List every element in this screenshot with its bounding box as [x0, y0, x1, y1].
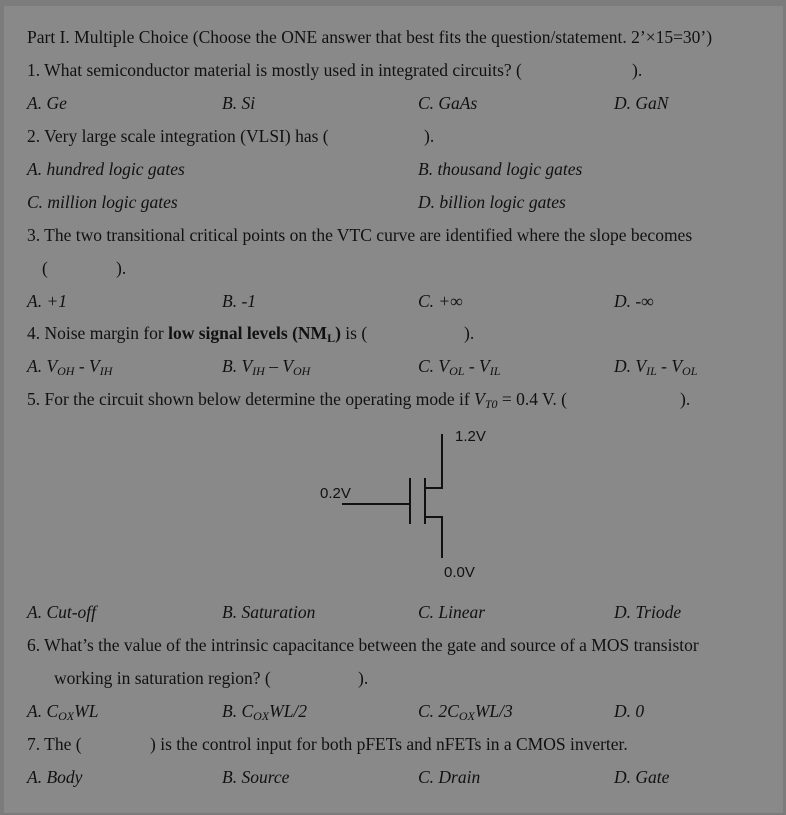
q5-option-a[interactable]: A. Cut-off [27, 602, 97, 622]
q3-option-a[interactable]: A. +1 [27, 291, 67, 311]
source-voltage-label: 0.0V [444, 564, 475, 581]
q4-stem-pre: 4. Noise margin for [27, 323, 169, 343]
q4d-text: D. V [614, 356, 647, 376]
q1-stem: 1. What semiconductor material is mostly used in integrated circuits? ( [27, 60, 522, 80]
section-header: Part I. Multiple Choice (Choose the ONE answer that best fits the question/statement. 2’×15=30’) [27, 27, 713, 47]
q4-close: ). [464, 323, 475, 343]
q4b-text: B. V [222, 356, 253, 376]
q2-option-c[interactable]: C. million logic gates [27, 192, 178, 212]
q7-stem-post: ) is the control input for both pFETs and nFETs in a CMOS inverter. [150, 734, 628, 754]
nmos-circuit-diagram [4, 6, 783, 813]
q6-option-b[interactable] [222, 700, 307, 727]
source-wire [425, 517, 442, 558]
q6c-text: C. 2C [418, 701, 459, 721]
q1-option-c[interactable]: C. GaAs [418, 93, 478, 113]
q5-stem-post: = 0.4 V. ( [497, 389, 568, 409]
q4c-mid: - V [464, 356, 490, 376]
q6-option-d[interactable] [614, 700, 644, 722]
q6b-text: B. C [222, 701, 254, 721]
q4c-sub1: OL [449, 364, 465, 378]
q7-option-a[interactable]: A. Body [27, 767, 83, 787]
q6-close: ). [358, 668, 369, 688]
q3-option-d[interactable]: D. -∞ [614, 291, 654, 311]
q3-option-c[interactable]: C. +∞ [418, 291, 463, 311]
q2-option-a[interactable]: A. hundred logic gates [27, 159, 185, 179]
q2-option-b[interactable]: B. thousand logic gates [418, 159, 583, 179]
q3-option-b[interactable]: B. -1 [222, 291, 257, 311]
q3-close: ). [116, 258, 127, 278]
q4b-mid: – V [264, 356, 294, 376]
q6-option-a[interactable] [27, 700, 98, 727]
q5-stem-pre: 5. For the circuit shown below determine the operating mode if [27, 389, 475, 409]
q6-option-c[interactable] [418, 700, 513, 727]
q5-close: ). [680, 389, 691, 409]
gate-voltage-label: 0.2V [320, 485, 351, 502]
q7-option-d[interactable]: D. Gate [614, 767, 670, 787]
question-3: 3. The two transitional critical points on the VTC curve are identified where the slope becomes [27, 225, 693, 245]
q7-option-b[interactable]: B. Source [222, 767, 290, 787]
q2-close: ). [424, 126, 435, 146]
q6a-tail: WL [74, 701, 99, 721]
q1-option-d[interactable]: D. GaN [614, 93, 669, 113]
q6b-sub: OX [253, 709, 270, 723]
q4a-sub2: IH [99, 364, 113, 378]
q5-var: V [474, 389, 485, 409]
q4d-sub2: OL [682, 364, 698, 378]
q4c-text: C. V [418, 356, 450, 376]
question-6: 6. What’s the value of the intrinsic capacitance between the gate and source of a MOS transistor [27, 635, 699, 655]
q4a-mid: - V [74, 356, 100, 376]
q3-open: ( [42, 258, 48, 278]
q4a-sub1: OH [57, 364, 75, 378]
q1-option-a[interactable]: A. Ge [27, 93, 67, 113]
q6c-sub: OX [458, 709, 475, 723]
q4a-text: A. V [27, 356, 58, 376]
q1-close: ). [632, 60, 643, 80]
q4-stem-bold-sub: L [327, 331, 336, 345]
q6b-tail: WL/2 [269, 701, 308, 721]
q5-option-d[interactable]: D. Triode [614, 602, 682, 622]
q7-option-c[interactable]: C. Drain [418, 767, 481, 787]
q6a-text: A. C [27, 701, 59, 721]
q4-stem-bold: low signal levels (NM [168, 323, 328, 343]
q5-var-sub: T0 [484, 397, 498, 411]
q6c-tail: WL/3 [474, 701, 513, 721]
q4b-sub1: IH [252, 364, 265, 378]
q4-stem-post: is ( [340, 323, 368, 343]
q5-option-b[interactable]: B. Saturation [222, 602, 316, 622]
q6-stem-2: working in saturation region? ( [54, 668, 271, 688]
q4c-sub2: IL [489, 364, 501, 378]
q5-option-c[interactable]: C. Linear [418, 602, 486, 622]
q4d-sub1: IL [646, 364, 657, 378]
question-7: 7. The ( [27, 734, 82, 754]
q4d-mid: - V [656, 356, 683, 376]
q6a-sub: OX [58, 709, 75, 723]
q6d-text: D. 0 [614, 701, 645, 721]
drain-wire [425, 434, 442, 488]
question-2: 2. Very large scale integration (VLSI) has ( [27, 126, 329, 146]
q4b-sub2: OH [293, 364, 311, 378]
q4-stem-bold-close: ) [335, 323, 341, 343]
q2-option-d[interactable]: D. billion logic gates [418, 192, 566, 212]
exam-page [4, 6, 783, 813]
vdd-label: 1.2V [455, 428, 486, 445]
q1-option-b[interactable]: B. Si [222, 93, 256, 113]
